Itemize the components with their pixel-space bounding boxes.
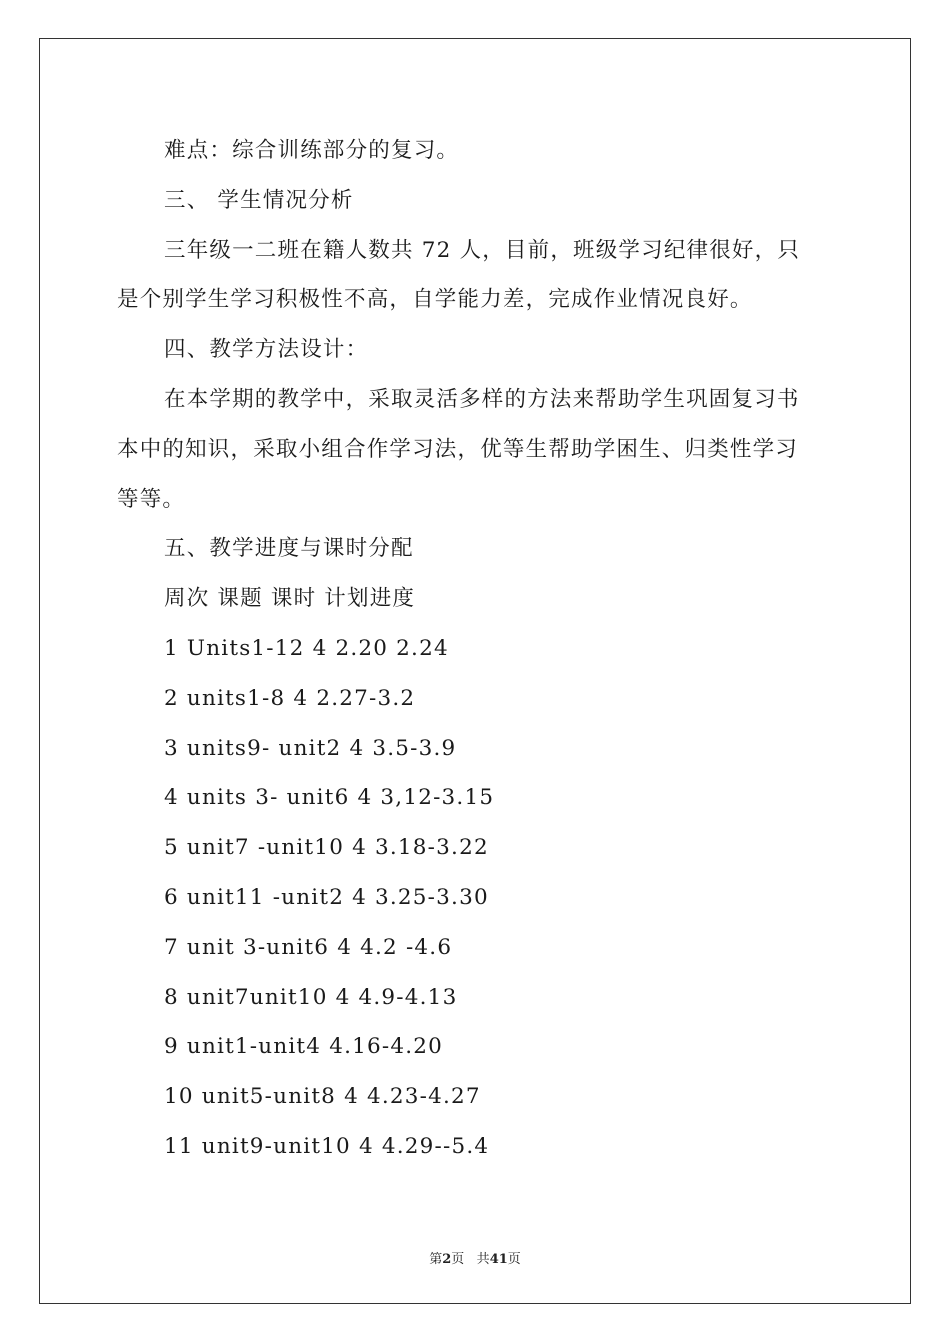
paragraph-line: 在本学期的教学中，采取灵活多样的方法来帮助学生巩固复习书 (164, 386, 800, 412)
paragraph-line: 三年级一二班在籍人数共 72 人，目前，班级学习纪律很好，只 (164, 237, 801, 263)
footer-page-suffix: 页 (451, 1252, 465, 1267)
paragraph-line: 难点：综合训练部分的复习。 (164, 138, 460, 163)
footer-total-prefix: 共 (476, 1252, 490, 1267)
paragraph-line: 是个别学生学习积极性不高，自学能力差，完成作业情况良好。 (117, 287, 753, 313)
paragraph-line: 本中的知识，采取小组合作学习法，优等生帮助学困生、归类性学习 (117, 436, 799, 462)
paragraph-line: 等等。 (117, 486, 186, 512)
schedule-row: 8 unit7unit10 4 4.9-4.13 (164, 984, 458, 1010)
document-body (117, 126, 837, 1172)
footer-total-suffix: 页 (507, 1252, 521, 1267)
footer-total-pages: 41 (489, 1252, 508, 1267)
schedule-row: 5 unit7 -unit10 4 3.18-3.22 (164, 835, 489, 861)
schedule-row: 6 unit11 -unit2 4 3.25-3.30 (164, 884, 489, 910)
schedule-row: 9 unit1-unit4 4.16-4.20 (164, 1034, 443, 1060)
page-footer (0, 1248, 950, 1267)
footer-page-number: 2 (442, 1252, 452, 1267)
schedule-row: 2 units1-8 4 2.27-3.2 (164, 685, 416, 711)
schedule-row: 11 unit9-unit10 4 4.29--5.4 (164, 1133, 490, 1159)
section-heading: 四、教学方法设计： (164, 337, 369, 363)
schedule-header: 周次 课题 课时 计划进度 (164, 586, 416, 612)
footer-prefix: 第 (429, 1252, 443, 1267)
section-heading: 五、教学进度与课时分配 (164, 536, 414, 562)
schedule-row: 7 unit 3-unit6 4 4.2 -4.6 (164, 934, 453, 960)
schedule-row: 3 units9- unit2 4 3.5-3.9 (164, 735, 457, 761)
schedule-row: 4 units 3- unit6 4 3,12-3.15 (164, 785, 495, 811)
schedule-row: 10 unit5-unit8 4 4.23-4.27 (164, 1084, 481, 1110)
section-heading: 三、 学生情况分析 (164, 187, 354, 213)
schedule-row: 1 Units1-12 4 2.20 2.24 (164, 635, 449, 661)
